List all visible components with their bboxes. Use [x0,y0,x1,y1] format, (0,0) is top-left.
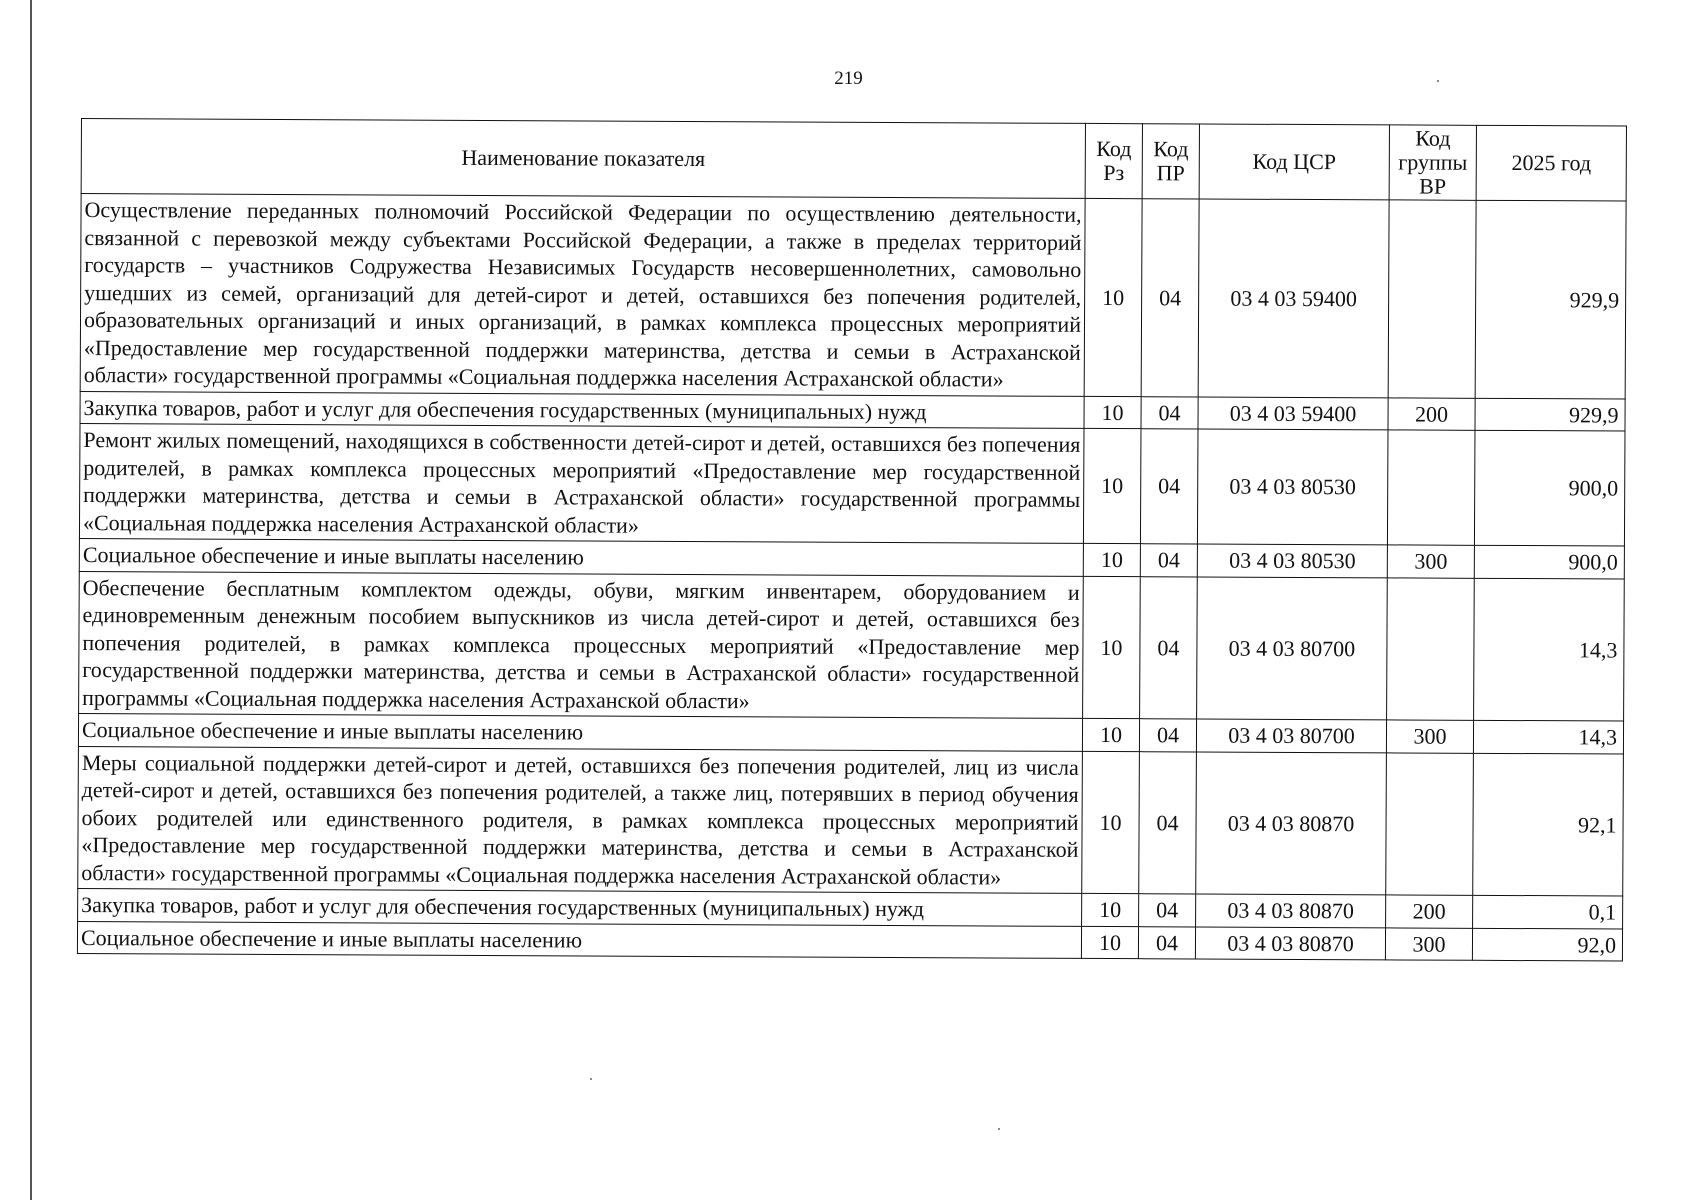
row-name: Обеспечение бесплатным комплектом одежды, обуви, мягким инвентарем, оборудованием и единовременным денежным пособием выпускников из числа детей-сирот и детей, оставшихся без попечения родителей, в рамках комплекса процессных мероприятий «Предоставление мер государственной поддержки материнства, детства и семьи в Астраханской области» государственной программы «Социальная поддержка населения Астраханской области» [79,571,1084,718]
table-row [79,571,1625,721]
row-pr: 04 [1138,926,1195,959]
table-row [80,194,1626,399]
header-year: 2025 год [1476,125,1626,201]
row-csr: 03 4 03 80700 [1196,719,1386,752]
row-csr: 03 4 03 80870 [1196,751,1387,894]
scan-speck [998,1128,1000,1130]
row-csr: 03 4 03 80530 [1197,544,1387,577]
row-vr [1386,752,1474,895]
table-row [78,746,1624,896]
page-number: 219 [834,68,863,89]
row-csr: 03 4 03 80530 [1197,429,1388,545]
row-name: Меры социальной поддержки детей-сирот и детей, оставшихся без попечения родителей, лиц из числа детей-сирот и детей, оставшихся без попечения родителей, а также лиц, потерявших в период обучения обоих родителей или единственного родителя, в рамках комплекса процессных мероприятий «Предоставление мер государственной поддержки материнства, детства и семьи в Астраханской области» государственной программы «Социальная поддержка населения Астраханской области» [78,746,1083,893]
row-pr: 04 [1139,751,1197,894]
row-csr: 03 4 03 59400 [1198,396,1388,429]
row-rz: 10 [1084,396,1141,429]
row-vr: 300 [1387,545,1474,578]
scan-speck [590,1078,592,1080]
row-rz: 10 [1082,718,1139,751]
row-csr: 03 4 03 80870 [1196,894,1386,927]
row-name: Социальное обеспечение и иные выплаты населению [77,921,1081,958]
row-pr: 04 [1141,396,1198,429]
row-csr: 03 4 03 59400 [1198,199,1389,397]
row-vr: 300 [1385,927,1472,960]
row-pr: 04 [1141,199,1199,397]
row-value: 0,1 [1473,895,1623,928]
row-value: 900,0 [1474,545,1624,578]
row-value: 929,9 [1475,200,1626,398]
row-name: Социальное обеспечение и иные выплаты населению [79,538,1083,575]
row-rz: 10 [1084,198,1142,396]
row-value: 92,0 [1472,928,1622,961]
budget-table [77,118,1627,962]
row-vr [1387,430,1475,545]
row-vr: 200 [1386,895,1473,928]
row-vr: 200 [1388,397,1475,430]
row-value: 92,1 [1473,753,1624,896]
row-rz: 10 [1083,576,1141,719]
row-csr: 03 4 03 80870 [1195,926,1385,959]
scan-edge-line [30,0,32,1200]
row-pr: 04 [1139,719,1196,752]
row-pr: 04 [1140,576,1198,719]
row-rz: 10 [1082,751,1140,894]
table-row [77,921,1622,961]
header-csr: Код ЦСР [1199,124,1389,200]
table-header-row [81,119,1626,202]
header-pr: Код ПР [1142,124,1199,199]
table-row [79,423,1625,546]
header-vr: Код группы ВР [1389,125,1476,200]
row-pr: 04 [1140,544,1197,577]
row-name: Закупка товаров, работ и услуг для обеспечения государственных (муниципальных) нужд [80,391,1084,428]
row-rz: 10 [1083,428,1141,543]
row-rz: 10 [1083,543,1140,576]
row-vr [1387,577,1475,720]
row-name: Закупка товаров, работ и услуг для обеспечения государственных (муниципальных) нужд [78,888,1082,925]
row-vr: 300 [1386,720,1473,753]
row-csr: 03 4 03 80700 [1197,576,1388,719]
header-rz: Код Рз [1085,123,1142,198]
row-rz: 10 [1082,893,1139,926]
row-value: 14,3 [1474,578,1625,721]
header-name: Наименование показателя [81,119,1085,199]
row-name: Осуществление переданных полномочий Российской Федерации по осуществлению деятельности, связанной с перевозкой между субъектами Российской Федерации, а также в пределах территорий государств – участников Содружества Независимых Государств несовершеннолетних, самовольно ушедших из семей, организаций для детей-сирот и детей, оставшихся без попечения родителей, образовательных организаций и иных организаций, в рамках комплекса процессных мероприятий «Предоставление мер государственной поддержки материнства, детства и семьи в Астраханской области» государственной программы «Социальная поддержка населения Астраханской области» [80,194,1085,396]
row-pr: 04 [1140,429,1198,544]
row-name: Ремонт жилых помещений, находящихся в собственности детей-сирот и детей, оставшихся без попечения родителей, в рамках комплекса процессных мероприятий «Предоставление мер государственной поддержки материнства, детства и семьи в Астраханской области» государственной программы «Социальная поддержка населения Астраханской области» [79,423,1084,543]
row-value: 929,9 [1475,398,1625,431]
row-value: 900,0 [1474,430,1625,546]
row-name: Социальное обеспечение и иные выплаты населению [78,713,1082,750]
row-vr [1388,200,1476,398]
row-rz: 10 [1081,926,1138,959]
row-value: 14,3 [1473,720,1623,753]
row-pr: 04 [1139,894,1196,927]
